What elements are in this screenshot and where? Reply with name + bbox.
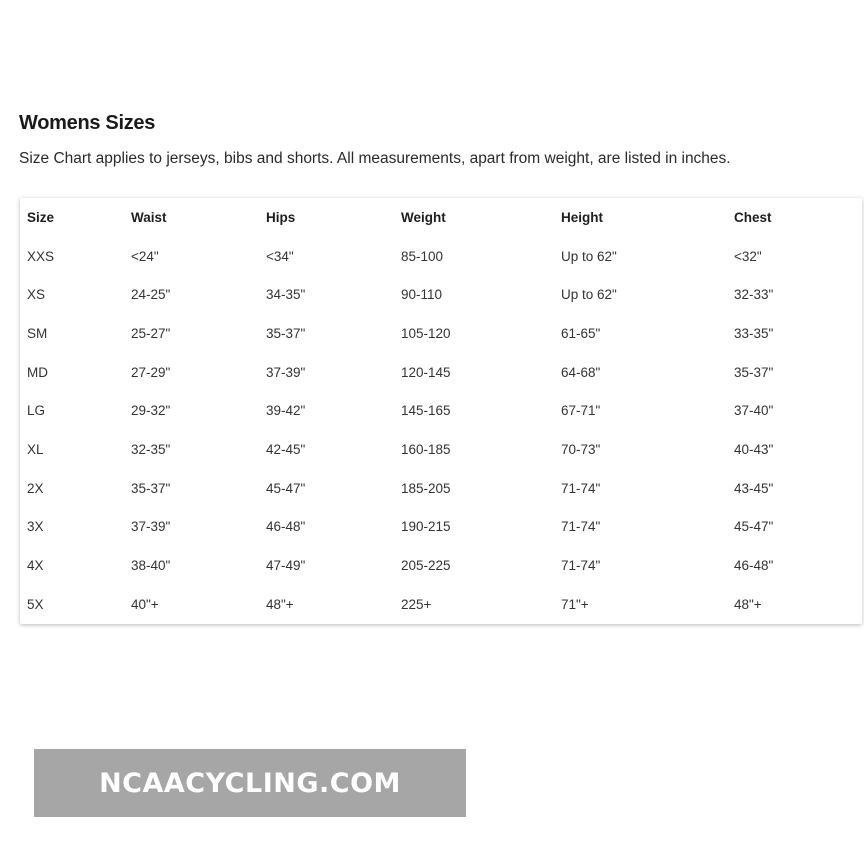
- cell-height: 64-68": [554, 353, 727, 392]
- cell-height: 67-71": [554, 391, 727, 430]
- cell-height: 61-65": [554, 314, 727, 353]
- cell-size: XL: [20, 430, 124, 469]
- column-header-height: Height: [561, 209, 603, 225]
- cell-hips: 45-47": [259, 469, 394, 508]
- size-chart-card: [20, 198, 862, 624]
- cell-height: Up to 62": [554, 237, 727, 276]
- cell-weight: 205-225: [394, 546, 554, 585]
- cell-size: XXS: [20, 237, 124, 276]
- cell-hips: <34": [259, 237, 394, 276]
- cell-chest: 43-45": [727, 469, 862, 508]
- cell-chest: 37-40": [727, 391, 862, 430]
- cell-weight: 85-100: [394, 237, 554, 276]
- cell-hips: 46-48": [259, 508, 394, 547]
- page-title: Womens Sizes: [19, 112, 156, 134]
- cell-hips: 42-45": [259, 430, 394, 469]
- cell-height: 71-74": [554, 546, 727, 585]
- table-row: [20, 314, 862, 353]
- cell-size: 5X: [20, 585, 124, 624]
- cell-height: 71-74": [554, 508, 727, 547]
- cell-weight: 185-205: [394, 469, 554, 508]
- cell-chest: 46-48": [727, 546, 862, 585]
- size-chart-table: [20, 198, 862, 624]
- cell-size: SM: [20, 314, 124, 353]
- cell-size: 3X: [20, 508, 124, 547]
- column-header-hips: Hips: [266, 209, 296, 225]
- cell-waist: 24-25": [124, 275, 259, 314]
- cell-waist: 27-29": [124, 353, 259, 392]
- column-header-waist: Waist: [131, 209, 167, 225]
- table-header-row: [20, 198, 862, 237]
- cell-chest: 33-35": [727, 314, 862, 353]
- cell-waist: <24": [124, 237, 259, 276]
- table-row: [20, 430, 862, 469]
- cell-height: 71-74": [554, 469, 727, 508]
- cell-weight: 190-215: [394, 508, 554, 547]
- cell-hips: 48"+: [259, 585, 394, 624]
- cell-weight: 105-120: [394, 314, 554, 353]
- table-row: [20, 585, 862, 624]
- cell-waist: 40"+: [124, 585, 259, 624]
- cell-waist: 32-35": [124, 430, 259, 469]
- cell-hips: 39-42": [259, 391, 394, 430]
- cell-height: 71"+: [554, 585, 727, 624]
- table-row: [20, 391, 862, 430]
- cell-chest: 40-43": [727, 430, 862, 469]
- table-row: [20, 469, 862, 508]
- cell-weight: 160-185: [394, 430, 554, 469]
- column-header-chest: Chest: [734, 209, 772, 225]
- cell-hips: 35-37": [259, 314, 394, 353]
- cell-size: XS: [20, 275, 124, 314]
- cell-weight: 120-145: [394, 353, 554, 392]
- cell-size: MD: [20, 353, 124, 392]
- cell-size: 4X: [20, 546, 124, 585]
- cell-weight: 145-165: [394, 391, 554, 430]
- page-description: Size Chart applies to jerseys, bibs and shorts. All measurements, apart from weight, are listed in inches.: [19, 150, 731, 167]
- cell-chest: 35-37": [727, 353, 862, 392]
- cell-waist: 37-39": [124, 508, 259, 547]
- cell-waist: 38-40": [124, 546, 259, 585]
- column-header-weight: Weight: [401, 209, 446, 225]
- cell-chest: 45-47": [727, 508, 862, 547]
- cell-height: Up to 62": [554, 275, 727, 314]
- column-header-size: Size: [27, 209, 55, 225]
- table-body: [20, 237, 862, 624]
- table-row: [20, 237, 862, 276]
- cell-waist: 25-27": [124, 314, 259, 353]
- table-row: [20, 508, 862, 547]
- cell-chest: 32-33": [727, 275, 862, 314]
- cell-hips: 34-35": [259, 275, 394, 314]
- table-row: [20, 546, 862, 585]
- cell-size: 2X: [20, 469, 124, 508]
- site-watermark: [34, 749, 466, 817]
- cell-weight: 90-110: [394, 275, 554, 314]
- cell-chest: <32": [727, 237, 862, 276]
- cell-height: 70-73": [554, 430, 727, 469]
- table-row: [20, 275, 862, 314]
- cell-weight: 225+: [394, 585, 554, 624]
- cell-chest: 48"+: [727, 585, 862, 624]
- cell-hips: 47-49": [259, 546, 394, 585]
- cell-waist: 29-32": [124, 391, 259, 430]
- cell-waist: 35-37": [124, 469, 259, 508]
- cell-hips: 37-39": [259, 353, 394, 392]
- cell-size: LG: [20, 391, 124, 430]
- watermark-text: NCAACYCLING.COM: [99, 767, 401, 799]
- table-row: [20, 353, 862, 392]
